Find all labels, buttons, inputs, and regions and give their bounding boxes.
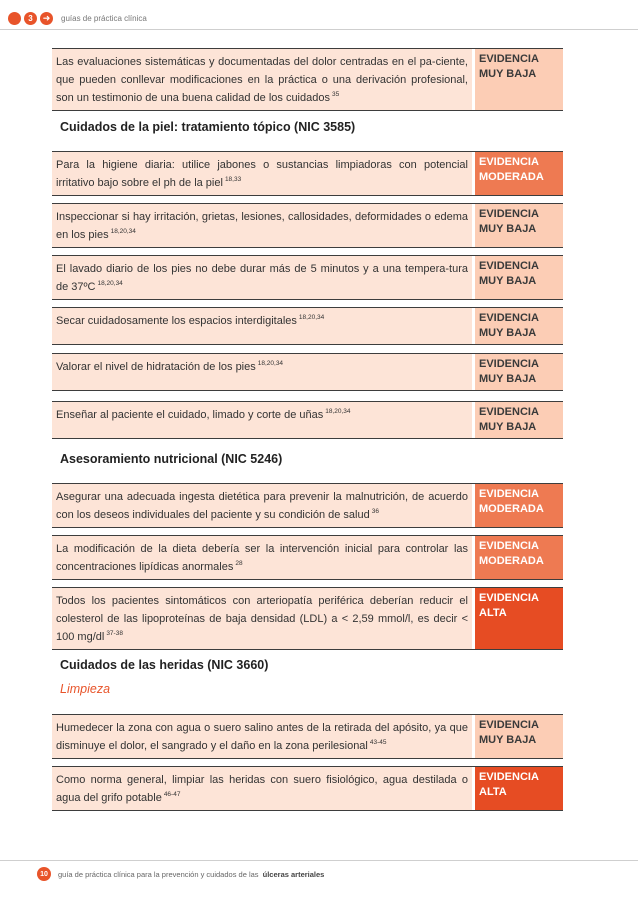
section-title-piel: Cuidados de la piel: tratamiento tópico (NIC 3585) [60, 120, 356, 134]
page-footer [37, 867, 324, 881]
recommendation-row [52, 151, 563, 196]
evidence-badge: EVIDENCIA MUY BAJA [475, 49, 563, 110]
recommendation-text: Como norma general, limpiar las heridas con suero fisiológico, agua destilada o agua del grifo potable $^{46-47}$ [52, 767, 472, 810]
evidence-badge: EVIDENCIA MODERADA [475, 152, 563, 195]
recommendation-row [52, 483, 563, 528]
evidence-badge: EVIDENCIA MUY BAJA [475, 204, 563, 247]
evidence-badge: EVIDENCIA MUY BAJA [475, 354, 563, 390]
recommendation-text: Todos los pacientes sintomáticos con arteriopatía periférica deberían reducir el colesterol de las lipoproteínas de baja densidad (LDL) a < 2,59 mmol/l, es decir < 100 mg/dl $^{37-38}$ [52, 588, 472, 649]
recommendation-row [52, 535, 563, 580]
reference: 36 [371, 508, 379, 516]
recommendation-text: Humedecer la zona con agua o suero salino antes de la retirada del apósito, ya que disminuye el dolor, el sangrado y el daño en la zona perilesional $^{43-45}$ [52, 715, 472, 758]
recommendation-row [52, 587, 563, 650]
arrow-right-icon: ➜ [40, 12, 53, 25]
recommendation-row [52, 353, 563, 391]
evidence-badge: EVIDENCIA MUY BAJA [475, 402, 563, 438]
reference: 35 [331, 91, 340, 99]
reference: 18,20,34 [298, 314, 325, 322]
evidence-badge: EVIDENCIA ALTA [475, 767, 563, 810]
reference: 18,20,34 [325, 408, 351, 416]
reference: 18,33 [224, 176, 242, 184]
evidence-badge: EVIDENCIA MUY BAJA [475, 256, 563, 299]
reference: 18,20,34 [257, 360, 284, 368]
recommendation-row [52, 203, 563, 248]
footer-text: guía de práctica clínica para la prevención y cuidados de las úlceras arteriales [58, 869, 325, 879]
reference: 46-47 [163, 791, 181, 799]
page-number: 10 [37, 867, 51, 881]
recommendation-text: Asegurar una adecuada ingesta dietética para prevenir la malnutrición, de acuerdo con los deseos individuales del paciente y su condición de salud $^{36}$ [52, 484, 472, 527]
recommendation-row [52, 766, 563, 811]
recommendation-text: Enseñar al paciente el cuidado, limado y corte de uñas $^{18,20,34}$ [52, 402, 472, 438]
recommendation-row [52, 255, 563, 300]
chapter-number-icon: 3 [24, 12, 37, 25]
evidence-badge: EVIDENCIA ALTA [475, 588, 563, 649]
reference: 37-38 [106, 630, 123, 638]
recommendation-row [52, 714, 563, 759]
evidence-badge: EVIDENCIA MUY BAJA [475, 308, 563, 344]
reference: 18,20,34 [110, 228, 136, 236]
evidence-badge: EVIDENCIA MODERADA [475, 536, 563, 579]
recommendation-text: Valorar el nivel de hidratación de los pies $^{18,20,34}$ [52, 354, 472, 390]
evidence-badge: EVIDENCIA MODERADA [475, 484, 563, 527]
section-title-heridas: Cuidados de las heridas (NIC 3660) [60, 658, 269, 672]
page-header [8, 11, 147, 25]
recommendation-row [52, 48, 563, 111]
recommendation-text: Inspeccionar si hay irritación, grietas, lesiones, callosidades, deformidades o edema en los pies $^{18,20,34}$ [52, 204, 472, 247]
subsection-title-limpieza: Limpieza [60, 682, 111, 696]
reference: 18,20,34 [97, 280, 123, 288]
recommendation-text: El lavado diario de los pies no debe durar más de 5 minutos y a una tempera-tura de 37ºC $^{18,20,34}$ [52, 256, 472, 299]
header-divider [0, 29, 638, 30]
circle-icon [8, 12, 21, 25]
reference: 28 [235, 560, 243, 568]
reference: 43-45 [369, 739, 387, 747]
recommendation-text: Las evaluaciones sistemáticas y documentadas del dolor centradas en el pa-ciente, que pueden conllevar modificaciones en la práctica o una derivación profesional, son un testimonio de una buena calidad de los cuidados $^{35}$ [52, 49, 472, 110]
footer-divider [0, 860, 638, 861]
evidence-badge: EVIDENCIA MUY BAJA [475, 715, 563, 758]
recommendation-text: La modificación de la dieta debería ser la intervención inicial para controlar las concentraciones lipídicas anormales $^{28}$ [52, 536, 472, 579]
footer-bold-text: úlceras arteriales [262, 869, 325, 879]
section-title-nutricional: Asesoramiento nutricional (NIC 5246) [60, 452, 283, 466]
recommendation-text: Secar cuidadosamente los espacios interdigitales $^{18,20,34}$ [52, 308, 472, 344]
header-title: guías de práctica clínica [61, 13, 147, 23]
recommendation-text: Para la higiene diaria: utilice jabones o sustancias limpiadoras con potencial irritativo bajo sobre el ph de la piel $^{18,33}$ [52, 152, 472, 195]
recommendation-row [52, 307, 563, 345]
recommendation-row [52, 401, 563, 439]
